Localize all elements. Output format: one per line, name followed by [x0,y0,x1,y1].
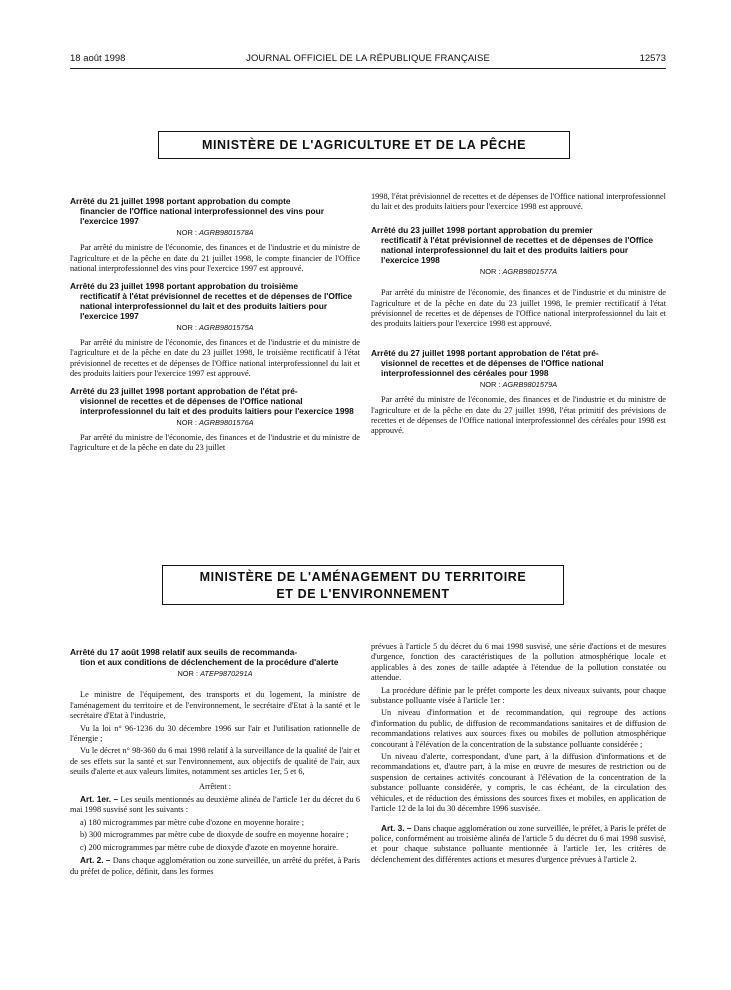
level-alert: Un niveau d'alerte, correspondant, d'une part, à la diffusion d'informations et de recommandations et, d'autre part, à la mise en œuvre de mesures de restriction ou de suspension de certaines activités concourant à l'élévation de la concentration de la substance polluante considérée, y compris, le cas échéant, de la circulation des véhicules, et de réduction des émissions des sources fixes et mobiles, en application de l'article 12 de la loi du 30 décembre 1996 susvisée. [371,752,666,814]
arrete-1 [70,196,360,275]
nor-code: AGRB9801576A [198,417,254,427]
threshold-sulfur-dioxide: b) 300 microgrammes par mètre cube de dioxyde de soufre en moyenne horaire ; [80,830,349,840]
ministry-environment-title-line2: ET DE L'ENVIRONNEMENT [276,587,450,601]
arrete-preamble: Le ministre de l'équipement, des transports et du logement, la ministre de l'aménagement du territoire et de l'environnement, le secrétaire d'Etat à la santé et le secrétaire d'Etat à l'industrie, [70,690,360,721]
threshold-nitrogen-dioxide: c) 200 microgrammes par mètre cube de dioxyde d'azote en moyenne horaire. [80,842,339,852]
procedure-levels: La procédure définie par le préfet comporte les deux niveaux suivants, pour chaque substance polluante visée à l'article 1er : [371,685,666,706]
article-2-continued: prévues à l'article 5 du décret du 6 mai 1998 susvisé, une série d'actions et de mesures d'urgence, fonction des caractéristiques de la pollution atmosphérique locale et applicables à des zones de taille adaptée à l'étendue de la pollution constatée ou attendue. [371,642,666,683]
arrete-title-first: Arrêté du 23 juillet 1998 portant approbation du premier [371,224,593,235]
arrete-title [70,386,360,416]
arrete-title-first: Arrêté du 23 juillet 1998 portant approbation de l'état pré- [70,385,298,396]
arrete-title-first: Arrêté du 23 juillet 1998 portant approbation du troisième [70,280,299,291]
arrete-title [371,348,666,378]
nor-label: NOR : [176,417,197,427]
ministry-agriculture-heading [158,131,570,159]
nor-label: NOR : [176,322,197,332]
arrete-title [371,225,666,265]
arrete-body: Par arrêté du ministre de l'économie, des finances et de l'industrie et du ministre de l'agriculture et de la pêche en date du 27 juillet 1998, l'état primitif des prévisions de recettes et de dépenses de l'Office national interprofessionnel des céréales pour 1998 est approuvé. [371,395,666,436]
visa-decree: Vu le décret n° 98-360 du 6 mai 1998 relatif à la surveillance de la qualité de l'air et de ses effets sur la santé et sur l'environnement, aux objectifs de qualité de l'air, aux seuils d'alerte et aux valeurs limites, notamment ses articles 1er, 5 et 6, [70,746,360,777]
arrete-3 [70,386,360,454]
article-1 [70,794,360,816]
nor-code: AGRB9801579A [502,379,558,389]
nor-code: AGRB9801575A [198,322,254,332]
article-1-label: Art. 1er. – [80,794,119,805]
arrete-title-rest: rectificatif à l'état prévisionnel de recettes et de dépenses de l'Office national interprofessionnel du lait et des produits laitiers pour l'exercice 1998 [381,234,654,265]
arrete-title-rest: tion et aux conditions de déclenchement de la procédure d'alerte [80,657,339,667]
arrete-body: Par arrêté du ministre de l'économie, des finances et de l'industrie et du ministre de l'agriculture et de la pêche en date du 23 juillet [70,433,360,453]
ministry-agriculture-title: MINISTÈRE DE L'AGRICULTURE ET DE LA PÊCHE [201,138,527,152]
nor-reference [371,267,666,277]
column-4 [371,642,666,867]
nor-reference [70,228,360,238]
nor-code: AGRB9801578A [198,228,254,237]
arrete-title-first: Arrêté du 27 juillet 1998 portant approbation de l'état pré- [371,347,599,358]
article-2-text: Dans chaque agglomération ou zone surveillée, un arrêté du préfet, à Paris du préfet de police, définit, dans les formes [70,856,360,876]
ministry-environment-heading [162,565,564,605]
nor-label: NOR : [176,228,197,237]
article-3-text: Dans chaque agglomération ou zone surveillée, le préfet, à Paris le préfet de police, conformément au troisième alinéa de l'article 5 du décret du 6 mai 1998 susvisé, et pour chaque substance polluante mentionnée à l'article 1er, les critères de déclenchement des différentes actions et mesures d'urgence prévues à l'article 2. [371,823,667,864]
arretent-heading: Arrêtent : [198,781,232,791]
nor-label: NOR : [177,669,198,678]
arrete-title [70,647,360,667]
arrete-4 [371,225,666,330]
article-1-text: Les seuils mentionnés au deuxième alinéa de l'article 1er du décret du 6 mai 1998 susvisé sont les suivants : [70,795,361,815]
threshold-ozone: a) 180 microgrammes par mètre cube d'ozone en moyenne horaire ; [80,817,305,827]
level-information: Un niveau d'information et de recommandation, qui regroupe des actions d'information du public, de diffusion de recommandations sanitaires et de diffusion de recommandations relatives aux sources fixes ou mobiles de pollution atmosphérique concourant à l'élévation de la concentration de la substance polluante considérée ; [371,708,666,749]
column-2 [371,192,666,443]
arrete-body: Par arrêté du ministre de l'économie, des finances et de l'industrie et du ministre de l'agriculture et de la pêche en date du 23 juillet 1998, le troisième rectificatif à l'état prévisionnel de recettes et de dépenses de l'Office national interprofessionnel du lait et des produits laitiers pour l'exercice 1997 est approuvé. [70,338,360,379]
article-3 [371,823,666,866]
ministry-environment-title-line1: MINISTÈRE DE L'AMÉNAGEMENT DU TERRITOIRE [199,570,527,584]
arrete-body: Par arrêté du ministre de l'économie, des finances et de l'industrie et du ministre de l'agriculture et de la pêche en date du 21 juillet 1998, le compte financier de l'Office national interprofessionnel des vins pour l'exercice 1997 est approuvé. [70,243,360,274]
article-2-label: Art. 2. – [80,855,111,866]
article-2 [70,855,360,877]
column-1 [70,196,360,460]
nor-reference [70,669,360,679]
arrete-title-rest: visionnel de recettes et de dépenses de l'Office national interprofessionnel des céréales pour 1998 [381,357,604,378]
nor-reference [70,323,360,333]
nor-reference [371,380,666,390]
page-header [70,53,666,67]
arrete-body: Par arrêté du ministre de l'économie, des finances et de l'industrie et du ministre de l'agriculture et de la pêche en date du 23 juillet 1998, le premier rectificatif à l'état prévisionnel de recettes et de dépenses de l'Office national interprofessionnel du lait et des produits laitiers pour l'exercice 1998 est approuvé. [371,288,666,329]
arrete-title [70,196,360,226]
visa-law: Vu la loi n° 96-1236 du 30 décembre 1996 sur l'air et l'utilisation rationnelle de l'énergie ; [70,723,360,744]
arrete-title-first: Arrêté du 21 juillet 1998 portant approbation du compte [70,196,291,206]
arrete-title-first: Arrêté du 17 août 1998 relatif aux seuils de recommanda- [70,647,298,657]
arrete-2 [70,281,360,380]
column-3 [70,647,360,879]
nor-label: NOR : [479,379,501,389]
header-date: 18 août 1998 [70,53,126,64]
header-rule [70,68,666,69]
nor-code: ATEP9870291A [200,669,253,678]
arrete-body-continued: 1998, l'état prévisionnel de recettes et de dépenses de l'Office national interprofessionnel du lait et des produits laitiers pour l'exercice 1998 est approuvé. [371,192,666,212]
header-journal-title: JOURNAL OFFICIEL DE LA RÉPUBLIQUE FRANÇAISE [246,53,490,64]
nor-label: NOR : [479,266,501,276]
header-page-number: 12573 [639,53,666,64]
arrete-title-rest: visionnel de recettes et de dépenses de l'Office national interprofessionnel du lait et des produits laitiers pour l'exercice 1998 [80,395,354,416]
arrete-title-rest: rectificatif à l'état prévisionnel de recettes et de dépenses de l'Office national interprofessionnel du lait et des produits laitiers pour l'exercice 1997 [80,290,353,321]
nor-reference [70,418,360,428]
nor-code: AGRB9801577A [502,266,558,276]
arrete-title-rest: financier de l'Office national interprofessionnel des vins pour l'exercice 1997 [80,206,324,226]
arrete-5 [371,348,666,437]
arrete-title [70,281,360,321]
article-3-label: Art. 3. – [381,822,412,833]
